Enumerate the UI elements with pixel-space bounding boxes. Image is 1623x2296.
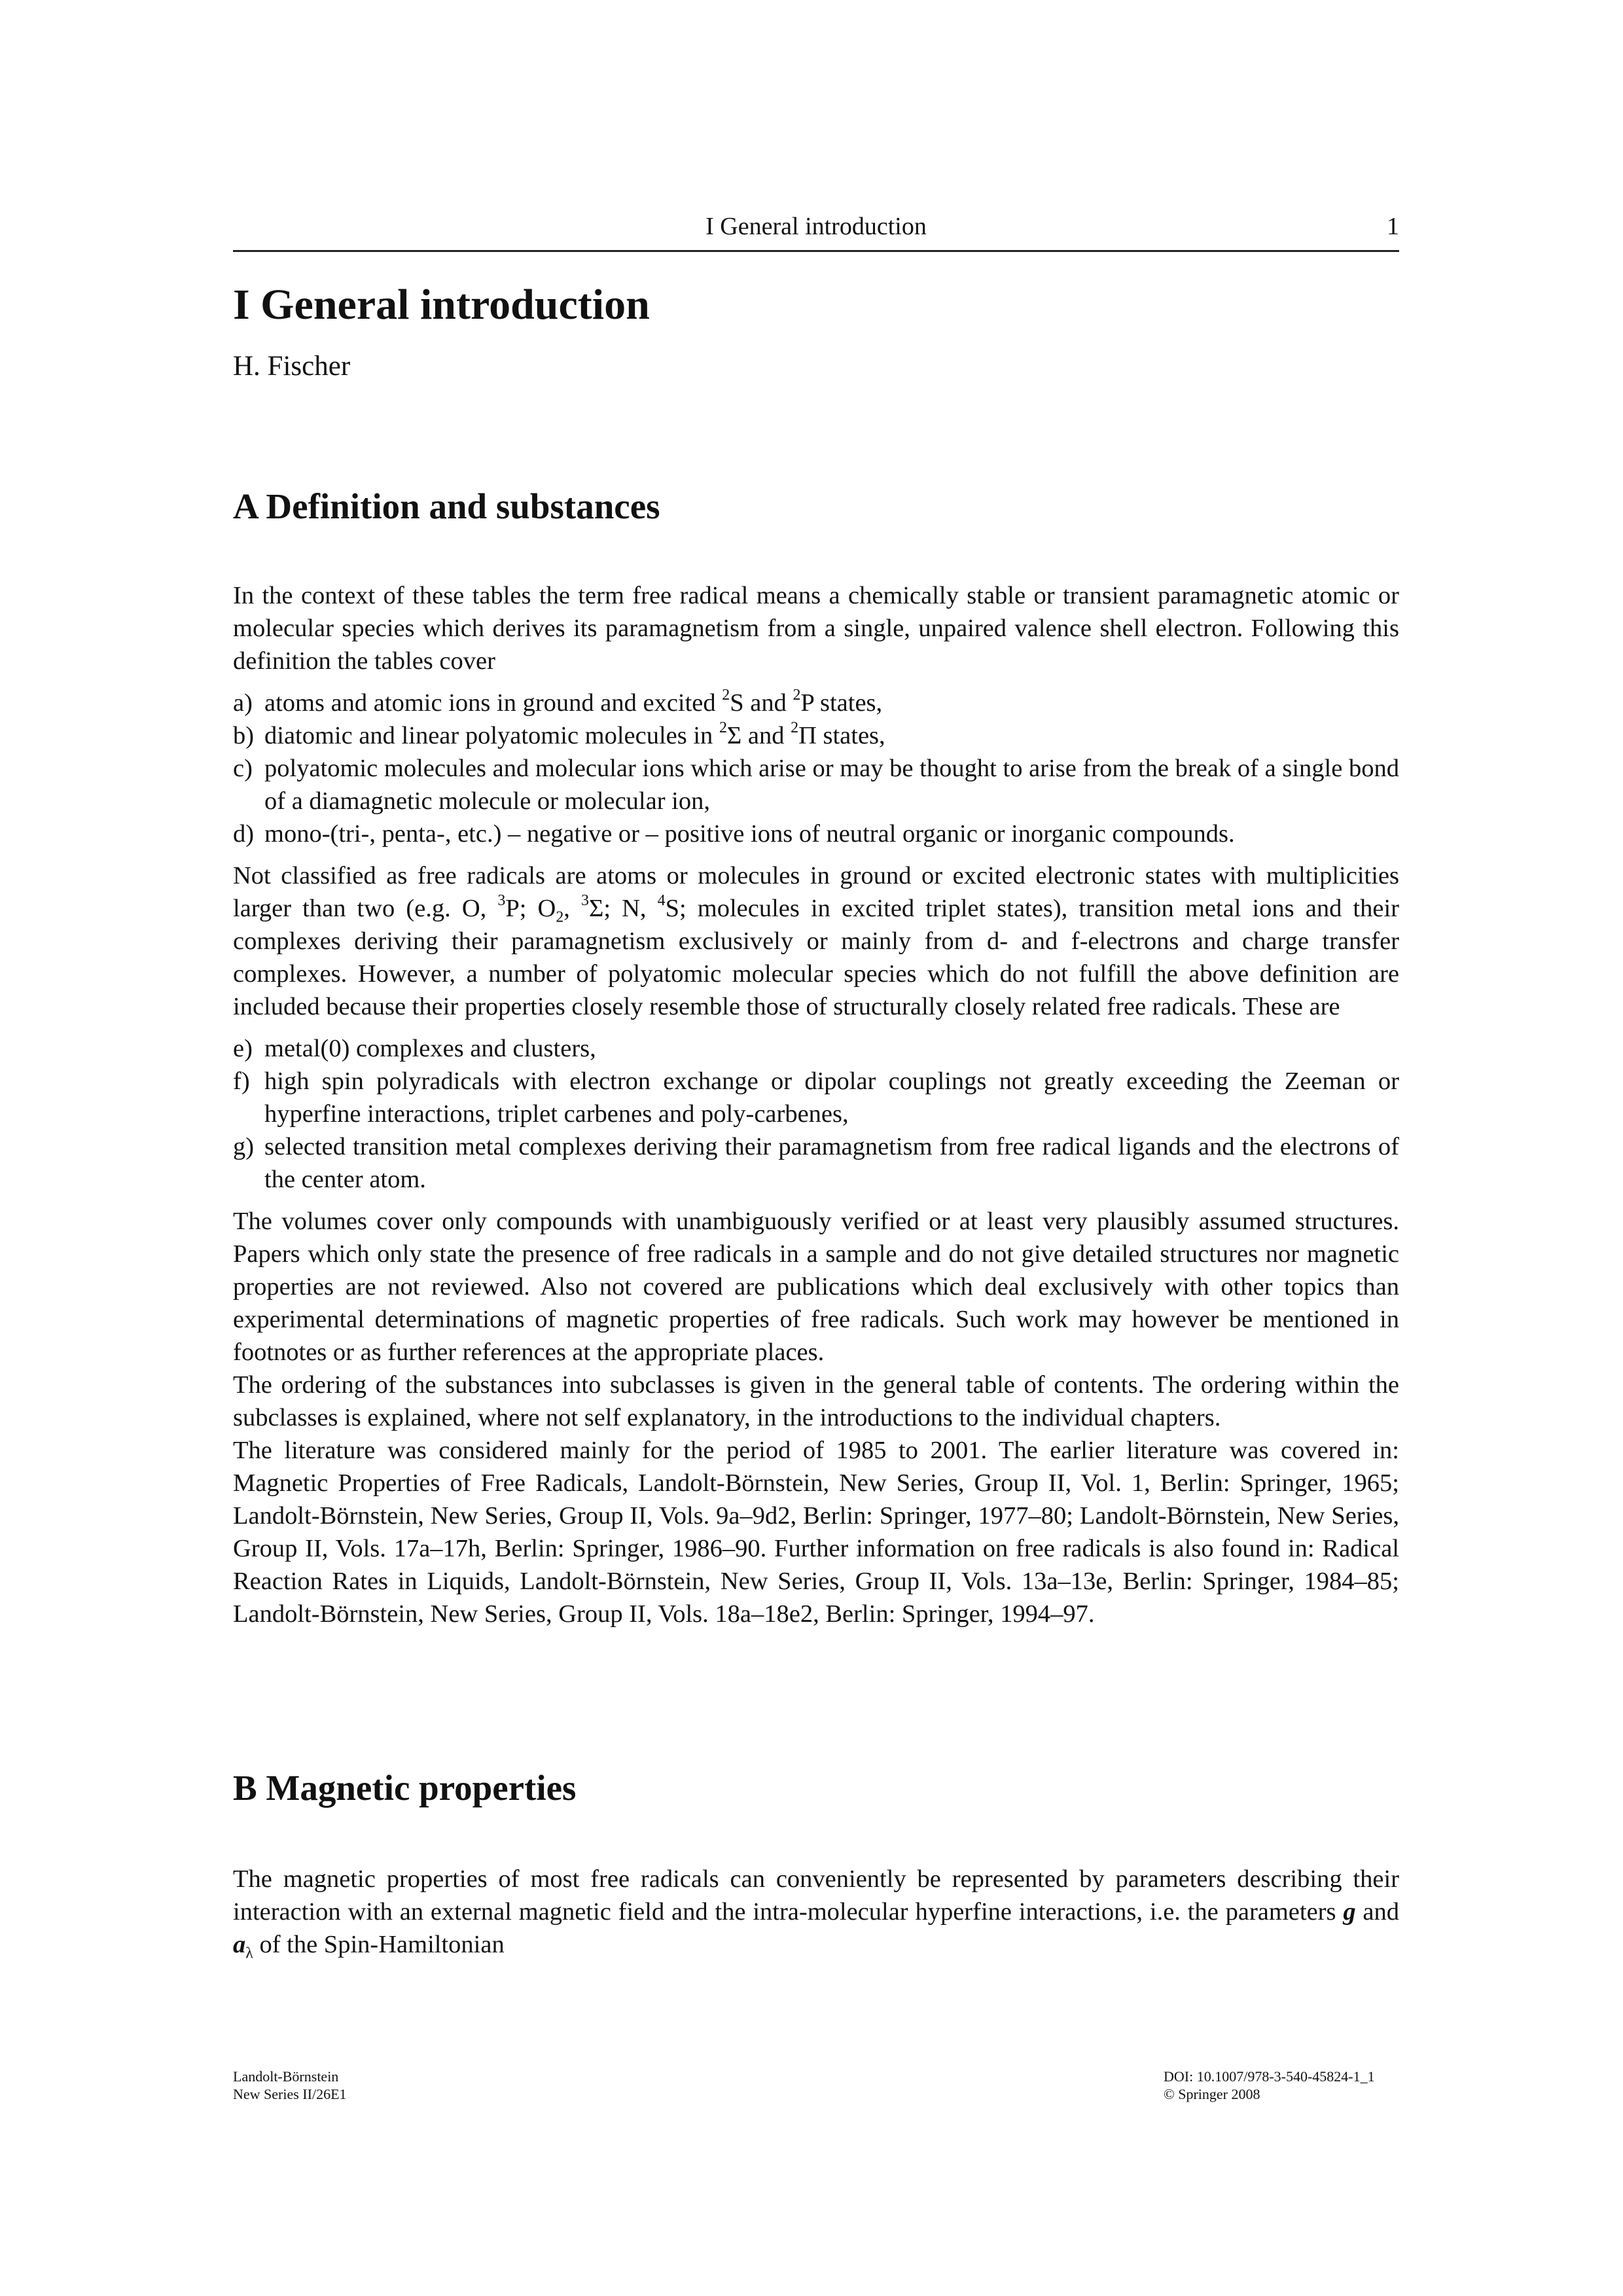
section-b-title: B Magnetic properties bbox=[233, 1768, 577, 1808]
section-b-body bbox=[233, 1863, 1399, 1961]
footer-series: Landolt-Börnstein New Series II/26E1 bbox=[233, 2068, 347, 2102]
list-item: e) metal(0) complexes and clusters, bbox=[233, 1032, 1399, 1065]
section-b-paragraph-1: The magnetic properties of most free radicals can conveniently be represented by parameters describing their interaction with an external magnetic field and the intra-molecular hyperfine interactions, i.e. the parameters g and $a_\lambda$ of the Spin-Hamiltonian bbox=[233, 1865, 1399, 1962]
chapter-title: I General introduction bbox=[233, 281, 650, 329]
list-item: g) selected transition metal complexes deriving their paramagnetism from free radical ligands and the electrons of the center atom. bbox=[233, 1130, 1399, 1196]
list-item: b) diatomic and linear polyatomic molecules in $^2$Σ and $^2$Π states, bbox=[233, 719, 1399, 752]
page-number: 1 bbox=[1387, 213, 1399, 240]
running-header bbox=[233, 211, 1399, 252]
list-label: f) bbox=[233, 1067, 250, 1095]
list-item: d) mono-(tri-, penta-, etc.) – negative or – positive ions of neutral organic or inorganic compounds. bbox=[233, 817, 1399, 850]
section-a-paragraph-4: The ordering of the substances into subclasses is given in the general table of contents. The ordering within the subclasses is explained, where not self explanatory, in the introductions to the individual chapters. bbox=[233, 1371, 1399, 1431]
document-page bbox=[233, 0, 1399, 2296]
list-label: b) bbox=[233, 722, 255, 749]
section-a-paragraph-2: Not classified as free radicals are atoms or molecules in ground or excited electronic states with multiplicities larger than two (e.g. O, $^3$P; $O_2$, $^3$Σ; N, $^4$S; molecules in excited triplet states), transition metal ions and their complexes deriving their paramagnetism exclusively or mainly from d- and f-electrons and charge transfer complexes. However, a number of polyatomic molecular species which do not fulfill the above definition are included because their properties closely resemble those of structurally closely related free radicals. These are bbox=[233, 862, 1399, 1020]
list-label: a) bbox=[233, 689, 253, 717]
list-item: f) high spin polyradicals with electron exchange or dipolar couplings not greatly exceeding the Zeeman or hyperfine interactions, triplet carbenes and poly-carbenes, bbox=[233, 1065, 1399, 1130]
section-a-title: A Definition and substances bbox=[233, 486, 660, 526]
list-item: c) polyatomic molecules and molecular ions which arise or may be thought to arise from the break of a single bond of a diamagnetic molecule or molecular ion, bbox=[233, 752, 1399, 817]
list-label: g) bbox=[233, 1133, 255, 1160]
list-label: e) bbox=[233, 1035, 253, 1062]
section-a-intro: In the context of these tables the term free radical means a chemically stable or transient paramagnetic atomic or molecular species which derives its paramagnetism from a single, unpaired valence shell electron. Following this definition the tables cover bbox=[233, 582, 1399, 675]
section-a-paragraph-5: The literature was considered mainly for the period of 1985 to 2001. The earlier literature was covered in: Magnetic Properties of Free Radicals, Landolt-Börnstein, New Series, Group II, Vol. 1, Berlin: Springer, 1965; Landolt-Börnstein, New Series, Group II, Vols. 9a–9d2, Berlin: Springer, 1977–80; Landolt-Börnstein, New Series, Group II, Vols. 17a–17h, Berlin: Springer, 1986–90. Further information on free radicals is also found in: Radical Reaction Rates in Liquids, Landolt-Börnstein, New Series, Group II, Vols. 13a–13e, Berlin: Springer, 1984–85; Landolt-Börnstein, New Series, Group II, Vols. 18a–18e2, Berlin: Springer, 1994–97. bbox=[233, 1437, 1399, 1628]
symbol-a: a bbox=[233, 1931, 246, 1958]
symbol-g: g bbox=[1343, 1898, 1356, 1926]
list-label: d) bbox=[233, 820, 255, 848]
criteria-list-1 bbox=[233, 687, 1399, 850]
section-a-paragraph-3: The volumes cover only compounds with unambiguously verified or at least very plausibly assumed structures. Papers which only state the presence of free radicals in a sample and do not give detailed structures nor magnetic properties are not reviewed. Also not covered are publications which deal exclusively with other topics than experimental determinations of magnetic properties of free radicals. Such work may however be mentioned in footnotes or as further references at the appropriate places. bbox=[233, 1208, 1399, 1366]
author: H. Fischer bbox=[233, 351, 351, 382]
footer-doi: DOI: 10.1007/978-3-540-45824-1_1 © Springer 2008 bbox=[1164, 2068, 1375, 2102]
list-label: c) bbox=[233, 755, 253, 782]
criteria-list-2 bbox=[233, 1032, 1399, 1196]
running-title: I General introduction bbox=[705, 213, 927, 240]
list-item: a) atoms and atomic ions in ground and excited $^2$S and $^2$P states, bbox=[233, 687, 1399, 719]
section-a-body bbox=[233, 579, 1399, 1630]
